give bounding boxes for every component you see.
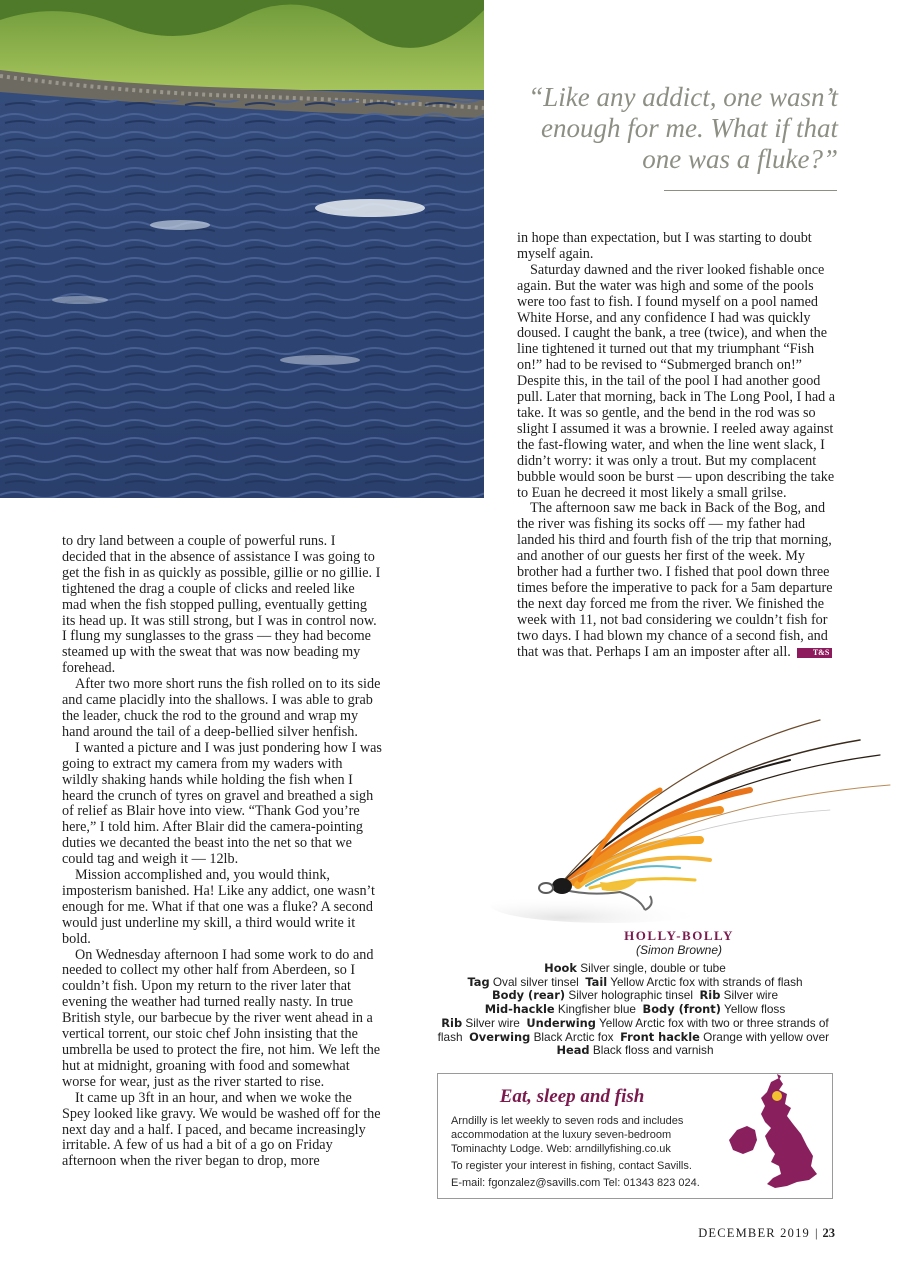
recipe-text: Silver wire xyxy=(723,988,779,1003)
issue-date: DECEMBER 2019 xyxy=(698,1226,810,1240)
recipe-label: Rib xyxy=(699,988,721,1003)
recipe-text: Black Arctic fox xyxy=(533,1029,614,1044)
fly-name: HOLLY-BOLLY xyxy=(624,928,734,943)
recipe-label: Tail xyxy=(585,974,608,989)
recipe-text: Silver wire xyxy=(465,1015,520,1030)
recipe-text: Yellow floss xyxy=(724,1002,786,1017)
info-text: To register your interest in fishing, contact Savills. xyxy=(451,1160,692,1172)
recipe-text: Oval silver tinsel xyxy=(492,974,579,989)
pull-quote: “Like any addict, one wasn’t enough for me. What if that one was a fluke?” xyxy=(528,82,838,174)
fly-illustration xyxy=(490,700,905,925)
info-text: E-mail: fgonzalez@savills.com Tel: 01343 823 024. xyxy=(451,1177,700,1189)
paragraph: It came up 3ft in an hour, and when we woke the Spey looked like gravy. We would be washed off for the next day and a half. I paced, and became increasingly irritable. A few of us had a bit of a go on Friday afternoon when the river began to drop, more xyxy=(62,1089,381,1170)
info-text: Arndilly is let weekly to seven rods and includes accommodation at the luxury seven-bedroom Tominachty Lodge. Web: arndillyfishing.co.uk xyxy=(451,1115,684,1155)
paragraph: I wanted a picture and I was just pondering how I was going to extract my camera from my waders with wildly shaking hands while holding the fish when I heard the crunch of tyres on gravel and breathed a sigh of relief as Blair hove into view. “Thank God you’re here,” I told him. After Blair did the camera-pointing duties we decanted the beast into the net so that we could tag and weigh it — 12lb. xyxy=(62,739,382,868)
page-footer xyxy=(698,1226,835,1241)
paragraph: Saturday dawned and the river looked fishable once again. But the water was high and some of the pools were too fast to fish. I found myself on a pool named White Horse, and any confidence I had was quickly doused. I caught the bank, a tree (twice), and when the line tightened it turned out that my triumphant “Fish on!” had to be revised to “Submerged branch on!” Despite this, in the tail of the pool I had another good pull. Later that morning, back in The Long Pool, I had a take. It was so gentle, and the bend in the rod was so slight I assumed it was a brownie. I reeled away against the fast-flowing water, and when the line went slack, I didn’t worry: it was only a trout. But my complacent bubble would soon be burst — upon describing the take to Euan he decreed it most likely a small grilse. xyxy=(517,261,836,501)
paragraph: in hope than expectation, but I was starting to doubt myself again. xyxy=(517,230,812,262)
info-box xyxy=(437,1073,833,1199)
recipe-label: Mid-hackle xyxy=(484,1002,555,1017)
recipe-text: Kingfisher blue xyxy=(557,1002,636,1017)
paragraph-text: The afternoon saw me back in Back of the Bog, and the river was fishing its socks off — my father had landed his third and fourth fish of the trip that morning, and another of our guests her first of the week. My brother had a further two. I fished that pool down three times before the imperative to pack for a 5am departure the next day forced me from the river. We finished the week with 11, not bad considering we couldn’t fish for two days. I had blown my chance of a second fish, and that was that. Perhaps I am an imposter after all. xyxy=(517,500,833,660)
info-box-title: Eat, sleep and fish xyxy=(499,1086,645,1107)
paragraph xyxy=(517,501,837,660)
recipe-text: Yellow Arctic fox with two or three strands of flash xyxy=(437,1015,829,1044)
paragraph: Mission accomplished and, you would think, imposterism banished. Ha! Like any addict, one wasn’t enough for me. What if that one was a fluke? A second would just underline my skill, a third would write it bold. xyxy=(62,867,375,947)
paragraph: After two more short runs the fish rolled on to its side and came placidly into the shallows. I was able to grab the leader, chuck the rod to the ground and wrap my hand around the tail of a deep-bellied silver henfish. xyxy=(62,676,381,740)
recipe-text: Orange with yellow over xyxy=(703,1029,830,1044)
river-photo xyxy=(0,0,484,498)
recipe-label: Hook xyxy=(544,961,577,975)
left-column xyxy=(62,534,382,1170)
recipe-label: Body (rear) xyxy=(491,988,566,1003)
recipe-label: Head xyxy=(556,1043,590,1058)
recipe-label: Overwing xyxy=(469,1029,531,1044)
recipe-label: Tag xyxy=(467,974,490,989)
info-box-body xyxy=(451,1114,721,1193)
recipe-text: Yellow Arctic fox with strands of flash xyxy=(610,974,803,989)
fly-author: (Simon Browne) xyxy=(635,943,723,957)
recipe-text: Silver single, double or tube xyxy=(580,961,726,975)
paragraph: On Wednesday afternoon I had some work to do and needed to collect my other half from Aberdeen, so I couldn’t fish. Upon my return to the river later that evening the weather had turned really nasty. In true British style, our barbecue by the river went ahead in a vertical torrent, our stoic chef John insisting that the umbrella be used to protect the fire, not him. We left the hut at midnight, groaning with food and somewhat worse for wear, just as the river started to rise. xyxy=(62,946,381,1090)
paragraph: to dry land between a couple of powerful runs. I decided that in the absence of assistance I was going to get the fish in as quickly as possible, gillie or no gillie. I tightened the drag a couple of clicks and reeled like mad when the fish stopped pulling, eventually getting its head up. It was still strong, but I was in control now. I flung my sunglasses to the grass — they had become steamed up with the sweat that was now beading my forehead. xyxy=(62,533,381,677)
fly-recipe xyxy=(430,962,840,1058)
recipe-label: Front hackle xyxy=(620,1029,700,1044)
recipe-label: Rib xyxy=(441,1015,463,1030)
page-number: 23 xyxy=(822,1226,835,1240)
recipe-text: Black floss and varnish xyxy=(592,1043,714,1058)
recipe-text: Silver holographic tinsel xyxy=(568,988,693,1003)
recipe-label: Body (front) xyxy=(642,1002,721,1017)
footer-separator: | xyxy=(814,1226,818,1240)
right-column xyxy=(517,231,837,660)
end-mark-logo: T&S xyxy=(797,648,832,658)
uk-map-icon xyxy=(721,1074,833,1198)
recipe-label: Underwing xyxy=(526,1015,596,1030)
pull-quote-rule xyxy=(664,190,837,191)
